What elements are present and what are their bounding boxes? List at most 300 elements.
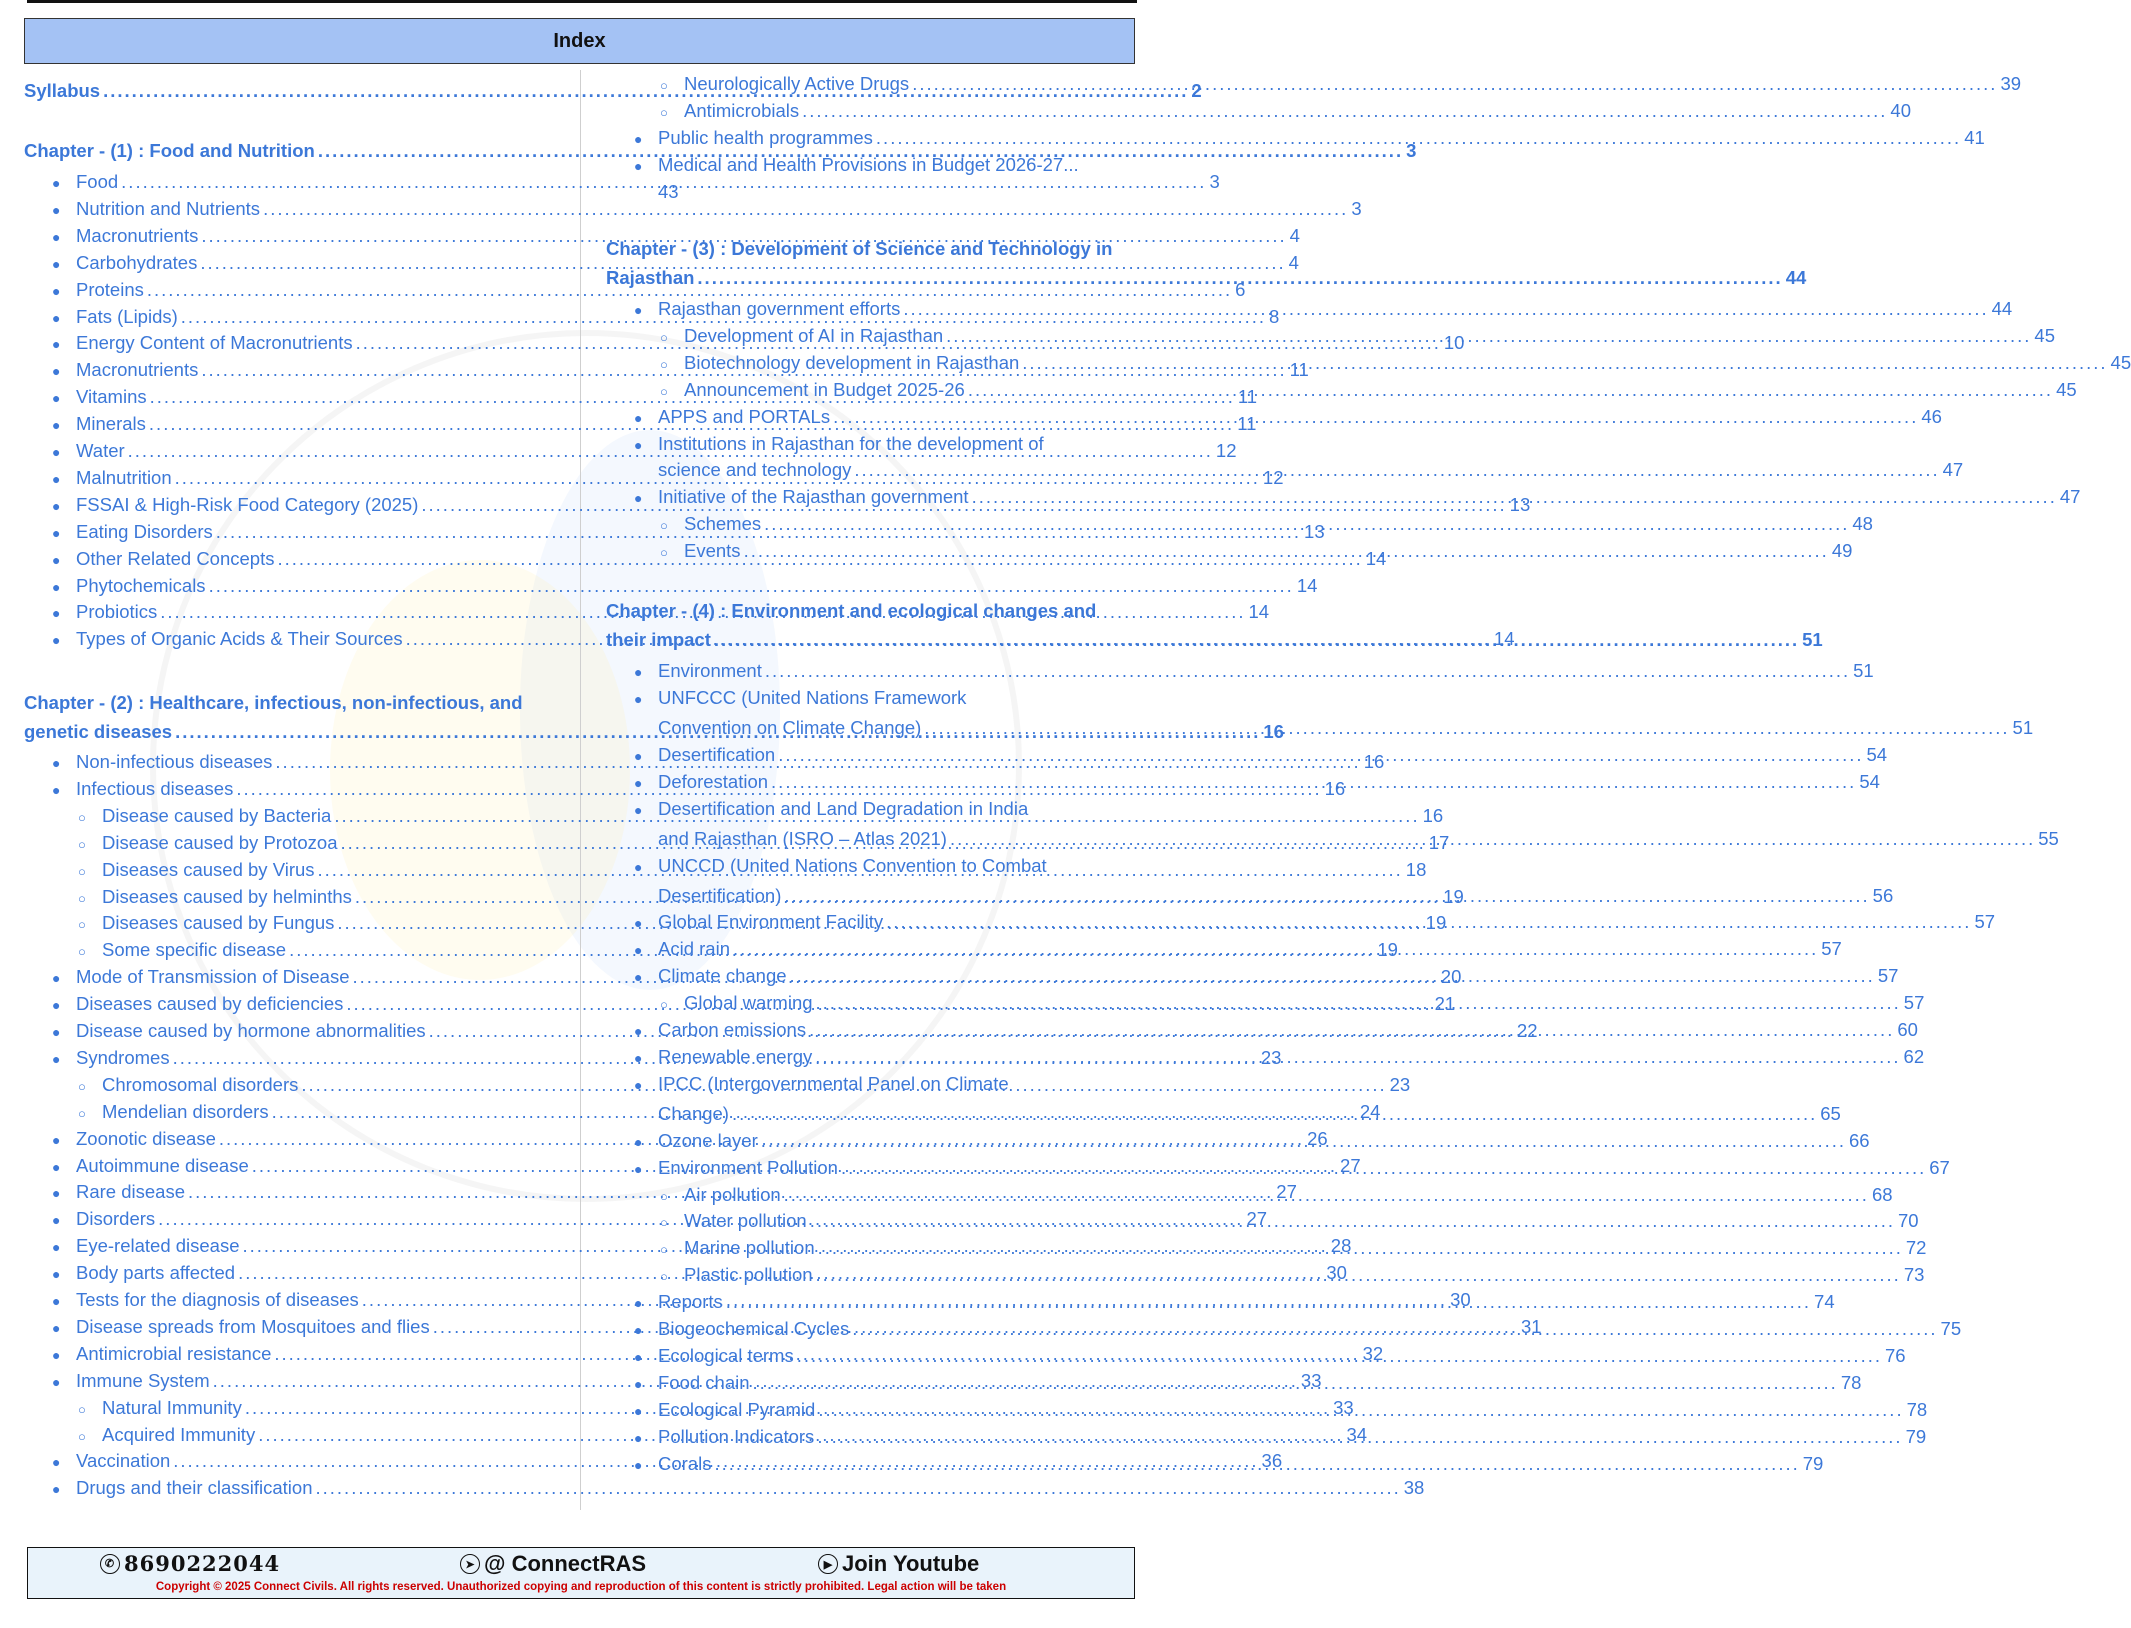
toc-label: Vaccination: [76, 1450, 171, 1472]
dot-leader: [784, 885, 1869, 907]
page-number: 21: [1434, 993, 1456, 1015]
hollow-bullet-icon: ○: [78, 836, 86, 852]
footer-phone[interactable]: [100, 1551, 280, 1576]
toc-label: their impact: [606, 629, 711, 650]
bullet-icon: ●: [52, 1266, 61, 1283]
page-number: 76: [1884, 1344, 1906, 1366]
page-number: 74: [1814, 1291, 1835, 1313]
page-number: 57: [1877, 965, 1899, 987]
page-number: 26: [1307, 1127, 1328, 1149]
bullet-icon: ●: [634, 1133, 643, 1150]
toc-item[interactable]: [606, 660, 1874, 687]
toc-item[interactable]: [606, 1073, 1136, 1100]
toc-label: Environment Pollution: [658, 1156, 838, 1178]
toc-label: Desertification and Land Degradation in India: [658, 797, 1029, 819]
page-number: 16: [1363, 751, 1385, 772]
dot-leader: [697, 267, 1782, 289]
copyright-notice: Copyright © 2025 Connect Civils. All rights reserved. Unauthorized copying and reproduction of this content is strictly prohibited. Legal action will be taken: [155, 1581, 1007, 1593]
hollow-bullet-icon: ○: [660, 104, 668, 120]
toc-label: Antimicrobials: [684, 99, 800, 121]
toc-label: Institutions in Rajasthan for the development of: [658, 432, 1044, 454]
hollow-bullet-icon: ○: [660, 329, 668, 345]
toc-item[interactable]: [24, 1477, 1425, 1504]
top-rule: [27, 0, 1137, 3]
page-number: 19: [1377, 939, 1398, 961]
toc-item[interactable]: [606, 687, 1136, 714]
page-number: 13: [1304, 520, 1325, 542]
page-number: 34: [1346, 1423, 1368, 1445]
toc-label: Global Environment Facility: [658, 911, 884, 933]
youtube-label: Join Youtube: [842, 1551, 980, 1576]
page-number: 40: [1890, 99, 1911, 121]
page-number: 16: [1324, 777, 1346, 799]
bullet-icon: ●: [52, 1319, 61, 1336]
toc-label: Food chain: [658, 1371, 750, 1393]
bullet-icon: ●: [52, 578, 61, 595]
page-number: 41: [1964, 126, 1985, 148]
bullet-icon: ●: [52, 997, 61, 1014]
toc-label: Body parts affected: [76, 1262, 236, 1284]
toc-label: Nutrition and Nutrients: [76, 197, 261, 219]
toc-label: Environment: [658, 660, 762, 681]
toc-label: Acid rain: [658, 938, 730, 960]
hollow-bullet-icon: ○: [78, 1078, 86, 1094]
page-number: 23: [1260, 1046, 1282, 1068]
page-number: 78: [1840, 1371, 1862, 1393]
page-number: 67: [1929, 1156, 1950, 1178]
page-number: 11: [1237, 386, 1258, 408]
toc-label: Ozone layer: [658, 1129, 758, 1151]
dot-leader: [316, 1477, 1401, 1499]
dot-leader: [950, 828, 2035, 850]
dot-leader: [818, 1396, 1903, 1421]
footer-banner: [27, 1547, 1135, 1599]
bullet-icon: ●: [634, 130, 643, 147]
toc-label: Disease caused by Bacteria: [102, 804, 332, 826]
toc-label: Macronutrients: [76, 224, 199, 246]
toc-chapter[interactable]: [606, 267, 1807, 294]
toc-label: Convention on Climate Change): [658, 716, 922, 738]
bullet-icon: ●: [52, 417, 61, 434]
bullet-icon: ●: [52, 1293, 61, 1309]
dot-leader: [732, 1100, 1817, 1125]
toc-label: Disease caused by Protozoa: [102, 831, 338, 853]
bullet-icon: ●: [52, 1346, 61, 1363]
bullet-icon: ●: [634, 409, 643, 426]
toc-label: Syndromes: [76, 1046, 170, 1068]
page-number: 16: [1263, 721, 1284, 742]
page-number: 18: [1405, 858, 1427, 880]
toc-label: Chapter - (2) : Healthcare, infectious, non-infectious, and: [24, 692, 523, 713]
dot-leader: [972, 486, 2057, 508]
toc-label: Disease spreads from Mosquitoes and flies: [76, 1315, 430, 1337]
page-number: 66: [1849, 1129, 1870, 1151]
bullet-icon: ●: [52, 551, 61, 568]
hollow-bullet-icon: ○: [78, 890, 86, 906]
toc-label: Natural Immunity: [102, 1396, 242, 1418]
page-number: 4: [1288, 251, 1299, 273]
toc-chapter[interactable]: [606, 238, 1136, 265]
bullet-icon: ●: [52, 1481, 61, 1498]
page-number: 51: [1853, 660, 1874, 681]
page-number: 11: [1237, 413, 1257, 435]
toc-label: Carbohydrates: [76, 251, 198, 273]
page-number: 51: [2012, 716, 2034, 738]
hollow-bullet-icon: ○: [660, 1188, 668, 1204]
page-number: 2: [1191, 80, 1202, 101]
bullet-icon: ●: [52, 1024, 61, 1040]
toc-label: Immune System: [76, 1369, 210, 1391]
toc-label: Water pollution: [684, 1210, 807, 1232]
dot-leader: [841, 1154, 1926, 1179]
index-header: [24, 18, 1135, 64]
toc-label: Marine pollution: [684, 1237, 815, 1259]
dot-leader: [784, 1184, 1869, 1206]
toc-label: Phytochemicals: [76, 574, 206, 596]
toc-label: Carbon emissions: [658, 1019, 807, 1040]
hollow-bullet-icon: ○: [660, 383, 668, 399]
page-number: 4: [1289, 224, 1300, 246]
dot-leader: [790, 965, 1875, 987]
toc-label: FSSAI & High-Risk Food Category (2025): [76, 493, 419, 515]
toc-label: Mode of Transmission of Disease: [76, 966, 350, 988]
bullet-icon: ●: [634, 1049, 643, 1066]
toc-label: 43: [658, 180, 679, 202]
dot-leader: [753, 1369, 1838, 1394]
bullet-icon: ●: [634, 801, 643, 818]
bullet-icon: ●: [634, 858, 643, 875]
toc-chapter[interactable]: [24, 692, 556, 719]
toc-label: Public health programmes: [658, 126, 873, 148]
dot-leader: [852, 1315, 1937, 1340]
page-number: 57: [1821, 938, 1842, 960]
bullet-icon: ●: [634, 1322, 643, 1338]
dot-leader: [778, 744, 1863, 766]
toc-label: Air pollution: [684, 1183, 781, 1205]
toc-label: genetic diseases: [24, 721, 173, 742]
bullet-icon: ●: [634, 774, 643, 791]
page-number: 48: [1852, 513, 1873, 535]
toc-label: and Rajasthan (ISRO – Atlas 2021): [658, 827, 947, 849]
page-number: 3: [1406, 140, 1417, 161]
toc-label: Acquired Immunity: [102, 1423, 256, 1445]
page-number: 27: [1340, 1154, 1361, 1176]
bullet-icon: ●: [52, 444, 61, 460]
bullet-icon: ●: [52, 524, 61, 541]
toc-label: Initiative of the Rajasthan government: [658, 486, 969, 508]
dot-leader: [816, 992, 1901, 1014]
phone-number: 8690222044: [124, 1551, 281, 1576]
page-number: 27: [1276, 1181, 1297, 1203]
page-number: 54: [1866, 743, 1888, 765]
footer-youtube[interactable]: [818, 1551, 979, 1577]
bullet-icon: ●: [52, 1185, 61, 1202]
page-number: 14: [1365, 547, 1387, 569]
toc-item[interactable]: [606, 181, 1136, 208]
dot-leader: [765, 660, 1850, 682]
hollow-bullet-icon: ○: [660, 78, 668, 93]
toc-label: Mendelian disorders: [102, 1100, 269, 1122]
page-number: 47: [2059, 486, 2081, 508]
page-number: 8: [1269, 305, 1280, 327]
dot-leader: [924, 717, 2009, 739]
toc-label: Global warming: [684, 992, 813, 1014]
toc-label: Deforestation: [658, 770, 769, 792]
toc-label: Macronutrients: [76, 359, 199, 381]
page-number: 12: [1262, 466, 1284, 488]
dot-leader: [714, 1453, 1799, 1475]
toc-item[interactable]: [606, 154, 1136, 181]
bullet-icon: ●: [52, 470, 61, 487]
footer-telegram[interactable]: [460, 1551, 646, 1577]
toc-label: Infectious diseases: [76, 777, 234, 799]
bullet-icon: ●: [52, 781, 61, 798]
toc-label: Rare disease: [76, 1181, 186, 1203]
toc-label: Non-infectious diseases: [76, 751, 273, 772]
toc-label: Autoimmune disease: [76, 1154, 249, 1176]
toc-label: Chapter - (3) : Development of Science and Technology in: [606, 238, 1113, 259]
toc-label: Disease caused by hormone abnormalities: [76, 1020, 426, 1041]
toc-label: Fats (Lipids): [76, 305, 178, 327]
toc-label: Energy Content of Macronutrients: [76, 332, 353, 354]
hollow-bullet-icon: ○: [78, 1401, 86, 1417]
bullet-icon: ●: [634, 436, 643, 453]
dot-leader: [802, 100, 1887, 122]
bullet-icon: ●: [634, 942, 643, 959]
toc-item[interactable]: [606, 855, 1136, 882]
toc-label: Probiotics: [76, 601, 158, 623]
page-number: 73: [1903, 1264, 1925, 1286]
bullet-icon: ●: [52, 175, 61, 191]
toc-label: Eye-related disease: [76, 1235, 240, 1257]
dot-leader: [761, 1127, 1846, 1152]
page-number: 32: [1362, 1342, 1384, 1364]
bullet-icon: ●: [634, 1023, 643, 1039]
bullet-icon: ●: [52, 970, 61, 987]
dot-leader: [816, 1264, 1901, 1286]
telegram-handle: @ ConnectRAS: [484, 1551, 647, 1576]
dot-leader: [833, 406, 1918, 428]
toc-label: Ecological terms: [658, 1344, 794, 1366]
page-number: 20: [1440, 966, 1462, 988]
bullet-icon: ●: [634, 1375, 643, 1392]
toc-label: Proteins: [76, 278, 144, 300]
toc-label: Chapter - (4) : Environment and ecological changes and: [606, 600, 1097, 621]
toc-label: Biotechnology development in Rajasthan: [684, 351, 1020, 373]
hollow-bullet-icon: ○: [660, 356, 668, 372]
dot-leader: [946, 325, 2031, 347]
toc-label: Neurologically Active Drugs: [684, 73, 910, 94]
page-number: 31: [1521, 1315, 1542, 1337]
page-number: 28: [1330, 1235, 1352, 1257]
page-number: 46: [1921, 405, 1942, 427]
bullet-icon: ●: [52, 336, 61, 353]
toc-item[interactable]: [606, 298, 2013, 325]
toc-label: Plastic pollution: [684, 1264, 813, 1286]
page-number: 38: [1403, 1477, 1425, 1499]
hollow-bullet-icon: ○: [660, 1269, 668, 1285]
dot-leader: [903, 298, 1988, 320]
toc-label: Corals: [658, 1452, 712, 1474]
dot-leader: [809, 1019, 1894, 1041]
toc-label: science and technology: [658, 459, 852, 481]
toc-label: Diseases caused by Fungus: [102, 912, 335, 934]
toc-label: UNFCCC (United Nations Framework: [658, 686, 967, 708]
toc-item[interactable]: [24, 197, 1362, 225]
page-number: 78: [1906, 1398, 1928, 1420]
page-number: 30: [1450, 1289, 1471, 1310]
toc-label: Medical and Health Provisions in Budget 2026-27...: [658, 153, 1079, 175]
toc-label: Disorders: [76, 1208, 156, 1230]
page-number: 62: [1903, 1045, 1925, 1067]
page-number: 49: [1831, 540, 1853, 562]
dot-leader: [733, 938, 1818, 960]
page-number: 3: [1209, 171, 1220, 192]
toc-label: Rajasthan government efforts: [658, 298, 901, 319]
bullet-icon: ●: [634, 664, 643, 680]
youtube-icon: ▶: [818, 1554, 838, 1574]
dot-leader: [209, 575, 1294, 597]
dot-leader: [771, 771, 1856, 793]
page-number: 36: [1261, 1450, 1283, 1472]
page-number: 56: [1872, 884, 1894, 906]
toc-label: Climate change: [658, 965, 787, 987]
bullet-icon: ●: [634, 1160, 643, 1177]
toc-chapter[interactable]: [606, 600, 1136, 627]
page-number: 45: [2110, 351, 2131, 373]
dot-leader: [912, 73, 1997, 95]
page-number: 54: [1859, 770, 1880, 792]
dot-leader: [968, 379, 2053, 401]
hollow-bullet-icon: ○: [78, 944, 86, 960]
toc-label: Announcement in Budget 2025-26: [684, 378, 965, 400]
toc-label: Diseases caused by Virus: [102, 858, 315, 880]
toc-label: Vitamins: [76, 386, 147, 408]
dot-leader: [817, 1423, 1902, 1448]
toc-label: Minerals: [76, 413, 146, 435]
bullet-icon: ●: [634, 302, 643, 318]
toc-label: Food: [76, 171, 119, 192]
toc-item[interactable]: [606, 798, 1136, 825]
toc-label: Reports: [658, 1291, 723, 1313]
page-number: 16: [1422, 804, 1444, 826]
page-number: 6: [1235, 278, 1246, 300]
bullet-icon: ●: [52, 1454, 61, 1471]
toc-label: Desertification): [658, 884, 782, 906]
page-number: 27: [1246, 1208, 1268, 1230]
telegram-icon: ➤: [460, 1554, 480, 1574]
toc-item[interactable]: [606, 126, 1985, 154]
toc-label: Eating Disorders: [76, 520, 213, 542]
toc-label: Tests for the diagnosis of diseases: [76, 1289, 359, 1310]
page-number: 57: [1974, 911, 1996, 933]
toc-label: Antimicrobial resistance: [76, 1342, 272, 1364]
page-number: 79: [1905, 1425, 1927, 1447]
page-number: 10: [1443, 332, 1465, 354]
bullet-icon: ●: [52, 1212, 61, 1229]
toc-label: Pollution Indicators: [658, 1425, 815, 1447]
toc-item[interactable]: [606, 433, 1136, 460]
toc-label: Desertification: [658, 743, 776, 765]
bullet-icon: ●: [634, 1456, 643, 1473]
page-number: 45: [2034, 324, 2055, 346]
page-number: 13: [1509, 493, 1531, 515]
toc-item[interactable]: [24, 574, 1318, 602]
page-number: 14: [1248, 601, 1270, 623]
dot-leader: [797, 1342, 1882, 1367]
dot-leader: [764, 513, 1849, 535]
bullet-icon: ●: [52, 1158, 61, 1175]
bullet-icon: ●: [52, 497, 61, 514]
page-number: 60: [1897, 1019, 1918, 1040]
bullet-icon: ●: [634, 1429, 643, 1446]
page-number: 72: [1905, 1237, 1927, 1259]
toc-label: Malnutrition: [76, 466, 172, 488]
toc-label: Chromosomal disorders: [102, 1073, 299, 1095]
bullet-icon: ●: [52, 1239, 61, 1256]
toc-label: Zoonotic disease: [76, 1127, 216, 1149]
dot-leader: [886, 911, 1971, 933]
bullet-icon: ●: [52, 1131, 61, 1148]
hollow-bullet-icon: ○: [660, 545, 668, 561]
toc-label: Change): [658, 1102, 729, 1124]
page-number: 65: [1820, 1102, 1841, 1124]
dot-leader: [1022, 352, 2107, 374]
page-number: 14: [1493, 628, 1515, 650]
hollow-bullet-icon: ○: [78, 809, 86, 825]
toc-item[interactable]: [24, 278, 1246, 306]
toc-label: Schemes: [684, 513, 762, 535]
bullet-icon: ●: [634, 1076, 643, 1093]
toc-subitem[interactable]: [606, 99, 1911, 127]
toc-label: APPS and PORTALs: [658, 405, 831, 427]
dot-leader: [714, 629, 1799, 651]
toc-label: Some specific disease: [102, 939, 287, 961]
bullet-icon: ●: [52, 255, 61, 272]
page-number: 44: [1785, 267, 1807, 288]
dot-leader: [876, 127, 1961, 149]
hollow-bullet-icon: ○: [660, 997, 668, 1013]
page-number: 24: [1359, 1100, 1381, 1122]
bullet-icon: ●: [634, 1295, 643, 1312]
page-number: 19: [1443, 885, 1464, 907]
toc-label: Drugs and their classification: [76, 1477, 313, 1499]
bullet-icon: ●: [634, 969, 643, 986]
page-title: Index: [553, 29, 606, 52]
page-number: 33: [1300, 1369, 1322, 1391]
bullet-icon: ●: [52, 363, 61, 380]
page-number: 75: [1940, 1318, 1962, 1339]
bullet-icon: ●: [52, 282, 61, 299]
dot-leader: [854, 459, 1939, 481]
toc-label: Other Related Concepts: [76, 547, 275, 569]
page-number: 30: [1326, 1262, 1347, 1284]
bullet-icon: ●: [634, 747, 643, 764]
bullet-icon: ●: [634, 157, 643, 174]
bullet-icon: ●: [52, 390, 61, 407]
bullet-icon: ●: [52, 1373, 61, 1390]
dot-leader: [810, 1210, 1895, 1232]
bullet-icon: ●: [52, 755, 61, 771]
hollow-bullet-icon: ○: [78, 1428, 86, 1444]
hollow-bullet-icon: ○: [78, 863, 86, 879]
hollow-bullet-icon: ○: [78, 917, 86, 933]
toc-label: Types of Organic Acids & Their Sources: [76, 628, 403, 650]
toc-subitem[interactable]: [606, 73, 2022, 100]
page-number: 22: [1516, 1020, 1538, 1041]
page-number: 70: [1897, 1210, 1919, 1232]
page-number: 47: [1942, 459, 1964, 481]
